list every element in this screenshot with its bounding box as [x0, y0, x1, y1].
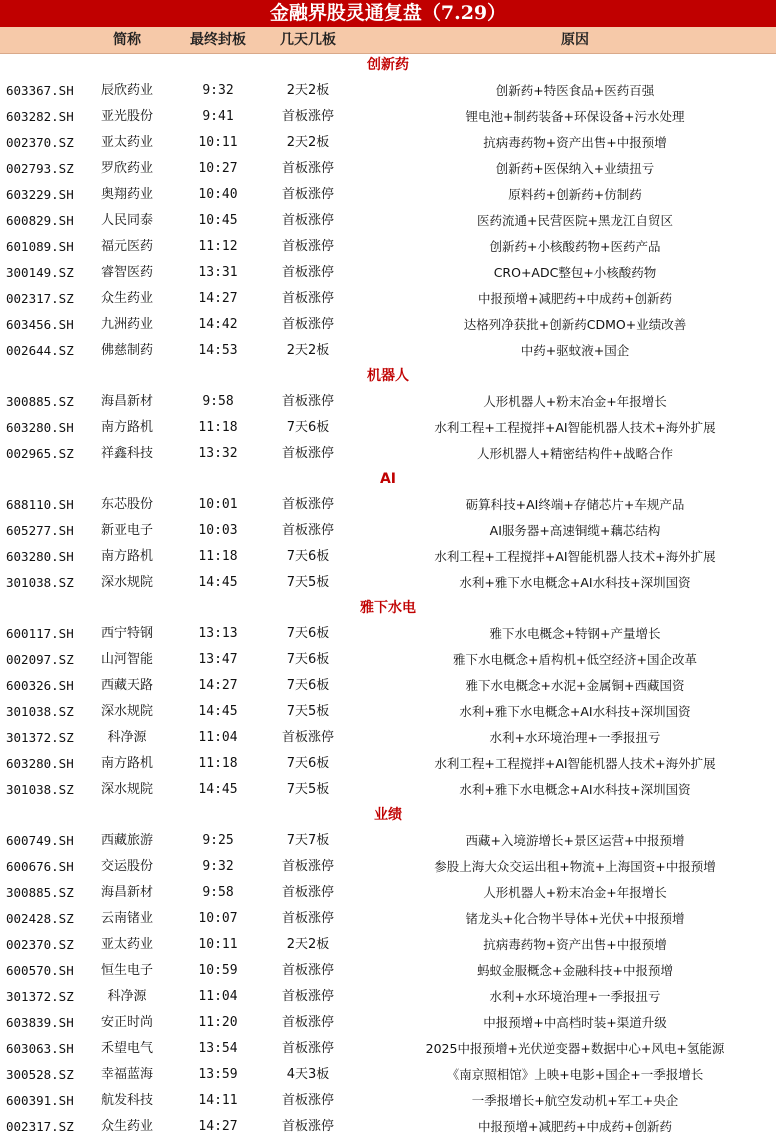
- stock-code: 603280.SH: [6, 420, 74, 435]
- stock-code: 603063.SH: [6, 1041, 74, 1056]
- table-row: [0, 621, 776, 647]
- board-count: 首板涨停: [281, 239, 334, 254]
- stock-code: 600570.SH: [6, 963, 74, 978]
- stock-code: 300528.SZ: [6, 1067, 74, 1082]
- stock-name: 南方路机: [100, 756, 153, 771]
- stock-code: 600749.SH: [6, 833, 74, 848]
- seal-time: 13:31: [198, 265, 238, 280]
- seal-time: 11:04: [198, 730, 238, 745]
- board-count: 首板涨停: [281, 109, 334, 124]
- seal-time: 14:27: [198, 678, 238, 693]
- table-row: [0, 647, 776, 673]
- seal-time: 9:58: [202, 885, 234, 900]
- board-count: 7天5板: [286, 704, 330, 719]
- stock-code: 002965.SZ: [6, 446, 74, 461]
- board-count: 首板涨停: [281, 394, 334, 409]
- stock-code: 603280.SH: [6, 756, 74, 771]
- stock-name: 亚光股份: [100, 109, 153, 124]
- table-row: [0, 208, 776, 234]
- board-count: 首板涨停: [281, 497, 334, 512]
- seal-time: 10:11: [198, 937, 238, 952]
- board-count: 首板涨停: [281, 446, 334, 461]
- table-row: [0, 932, 776, 958]
- table-row: [0, 1114, 776, 1140]
- stock-code: 603367.SH: [6, 83, 74, 98]
- section-title: 雅下水电: [360, 600, 416, 616]
- table-row: [0, 1036, 776, 1062]
- table-row: [0, 1062, 776, 1088]
- board-count: 首板涨停: [281, 1041, 334, 1056]
- table-row: [0, 234, 776, 260]
- reason-text: 原料药+创新药+仿制药: [508, 187, 642, 202]
- reason-text: 水利工程+工程搅拌+AI智能机器人技术+海外扩展: [434, 420, 716, 435]
- board-count: 首板涨停: [281, 161, 334, 176]
- board-count: 7天7板: [286, 833, 330, 848]
- reason-text: 蚂蚁金服概念+金融科技+中报预增: [477, 963, 673, 978]
- board-count: 7天5板: [286, 575, 330, 590]
- stock-code: 600829.SH: [6, 213, 74, 228]
- board-count: 首板涨停: [281, 859, 334, 874]
- stock-code: 600391.SH: [6, 1093, 74, 1108]
- stock-name: 幸福蓝海: [100, 1067, 153, 1082]
- section-title: 机器人: [367, 368, 409, 384]
- stock-name: 科净源: [107, 989, 147, 1004]
- board-count: 2天2板: [286, 937, 330, 952]
- board-count: 7天6板: [286, 652, 330, 667]
- reason-text: 水利工程+工程搅拌+AI智能机器人技术+海外扩展: [434, 756, 716, 771]
- header-days: 几天几板: [280, 32, 336, 48]
- table-row: [0, 828, 776, 854]
- stock-name: 南方路机: [100, 549, 153, 564]
- board-count: 7天6板: [286, 756, 330, 771]
- stock-name: 禾望电气: [100, 1041, 153, 1056]
- stock-code: 002428.SZ: [6, 911, 74, 926]
- reason-text: 抗病毒药物+资产出售+中报预增: [483, 135, 667, 150]
- seal-time: 9:41: [202, 109, 234, 124]
- stock-name: 辰欣药业: [100, 83, 153, 98]
- table-row: [0, 389, 776, 415]
- stock-code: 002644.SZ: [6, 343, 74, 358]
- stock-code: 301372.SZ: [6, 730, 74, 745]
- reason-text: 创新药+小核酸药物+医药产品: [489, 239, 661, 254]
- stock-code: 301038.SZ: [6, 575, 74, 590]
- header-reason: 原因: [561, 32, 589, 48]
- stock-name: 东芯股份: [100, 497, 153, 512]
- board-count: 首板涨停: [281, 317, 334, 332]
- table-row: [0, 906, 776, 932]
- reason-text: CRO+ADC整包+小核酸药物: [493, 265, 657, 280]
- board-count: 首板涨停: [281, 213, 334, 228]
- table-row: [0, 492, 776, 518]
- seal-time: 14:53: [198, 343, 238, 358]
- stock-code: 002370.SZ: [6, 135, 74, 150]
- reason-text: 医药流通+民营医院+黑龙江自贸区: [477, 213, 673, 228]
- board-count: 7天6板: [286, 626, 330, 641]
- reason-text: 砺算科技+AI终端+存储芯片+车规产品: [465, 497, 685, 512]
- seal-time: 10:01: [198, 497, 238, 512]
- seal-time: 9:32: [202, 83, 234, 98]
- seal-time: 14:45: [198, 575, 238, 590]
- board-count: 首板涨停: [281, 730, 334, 745]
- board-count: 7天6板: [286, 549, 330, 564]
- stock-code: 603839.SH: [6, 1015, 74, 1030]
- table-row: [0, 156, 776, 182]
- table-row: [0, 312, 776, 338]
- reason-text: 一季报增长+航空发动机+军工+央企: [471, 1093, 679, 1108]
- board-count: 首板涨停: [281, 523, 334, 538]
- board-count: 首板涨停: [281, 265, 334, 280]
- reason-text: 中报预增+减肥药+中成药+创新药: [478, 291, 672, 306]
- table-row: [0, 544, 776, 570]
- stock-name: 福元医药: [100, 239, 153, 254]
- seal-time: 14:27: [198, 291, 238, 306]
- reason-text: 创新药+特医食品+医药百强: [495, 83, 655, 98]
- stock-name: 亚太药业: [100, 135, 153, 150]
- seal-time: 11:18: [198, 549, 238, 564]
- reason-text: 雅下水电概念+特钢+产量增长: [489, 626, 661, 641]
- table-row: [0, 854, 776, 880]
- board-count: 首板涨停: [281, 187, 334, 202]
- seal-time: 9:25: [202, 833, 234, 848]
- stock-code: 600676.SH: [6, 859, 74, 874]
- stock-name: 深水规院: [100, 704, 153, 719]
- stock-name: 安正时尚: [100, 1015, 153, 1030]
- reason-text: 锗龙头+化合物半导体+光伏+中报预增: [465, 911, 685, 926]
- stock-name: 祥鑫科技: [100, 446, 153, 461]
- reason-text: 西藏+入境游增长+景区运营+中报预增: [465, 833, 685, 848]
- reason-text: 水利+雅下水电概念+AI水科技+深圳国资: [459, 575, 691, 590]
- table-header: [0, 27, 776, 54]
- stock-name: 云南锗业: [100, 911, 153, 926]
- stock-code: 301038.SZ: [6, 782, 74, 797]
- board-count: 首板涨停: [281, 885, 334, 900]
- seal-time: 10:11: [198, 135, 238, 150]
- table-row: [0, 725, 776, 751]
- seal-time: 11:04: [198, 989, 238, 1004]
- stock-code: 600117.SH: [6, 626, 74, 641]
- stock-code: 301038.SZ: [6, 704, 74, 719]
- stock-code: 600326.SH: [6, 678, 74, 693]
- table-row: [0, 958, 776, 984]
- stock-code: 002793.SZ: [6, 161, 74, 176]
- stock-code: 300885.SZ: [6, 885, 74, 900]
- table-row: [0, 518, 776, 544]
- reason-text: 抗病毒药物+资产出售+中报预增: [483, 937, 667, 952]
- stock-name: 科净源: [107, 730, 147, 745]
- table-row: [0, 415, 776, 441]
- header-time: 最终封板: [190, 32, 246, 48]
- table-row: [0, 1010, 776, 1036]
- stock-code: 002317.SZ: [6, 1119, 74, 1134]
- stock-name: 众生药业: [100, 1119, 153, 1134]
- seal-time: 11:18: [198, 420, 238, 435]
- seal-time: 14:27: [198, 1119, 238, 1134]
- stock-name: 奥翔药业: [100, 187, 153, 202]
- table-row: [0, 699, 776, 725]
- board-count: 7天6板: [286, 420, 330, 435]
- stock-code: 301372.SZ: [6, 989, 74, 1004]
- stock-name: 罗欣药业: [100, 161, 153, 176]
- stock-name: 西藏天路: [100, 678, 153, 693]
- stock-name: 西宁特钢: [100, 626, 153, 641]
- seal-time: 9:32: [202, 859, 234, 874]
- reason-text: 人形机器人+粉末冶金+年报增长: [483, 885, 667, 900]
- stock-name: 山河智能: [100, 652, 153, 667]
- section-title: 业绩: [374, 807, 402, 823]
- stock-code: 002097.SZ: [6, 652, 74, 667]
- stock-name: 深水规院: [100, 575, 153, 590]
- stock-code: 688110.SH: [6, 497, 74, 512]
- stock-code: 603229.SH: [6, 187, 74, 202]
- seal-time: 11:18: [198, 756, 238, 771]
- stock-code: 603280.SH: [6, 549, 74, 564]
- table-row: [0, 338, 776, 364]
- section-title: AI: [379, 471, 397, 487]
- seal-time: 13:32: [198, 446, 238, 461]
- seal-time: 9:58: [202, 394, 234, 409]
- reason-text: 雅下水电概念+盾构机+低空经济+国企改革: [453, 652, 697, 667]
- table-row: [0, 880, 776, 906]
- stock-name: 西藏旅游: [100, 833, 153, 848]
- stock-table: [0, 53, 776, 1140]
- reason-text: 创新药+医保纳入+业绩扭亏: [495, 161, 655, 176]
- reason-text: 中药+驱蚊液+国企: [520, 343, 630, 358]
- reason-text: 中报预增+减肥药+中成药+创新药: [478, 1119, 672, 1134]
- board-count: 首板涨停: [281, 1093, 334, 1108]
- seal-time: 14:45: [198, 782, 238, 797]
- board-count: 首板涨停: [281, 911, 334, 926]
- header-name: 简称: [113, 32, 141, 48]
- reason-text: 水利+水环境治理+一季报扭亏: [489, 730, 661, 745]
- stock-code: 002370.SZ: [6, 937, 74, 952]
- seal-time: 13:47: [198, 652, 238, 667]
- reason-text: 水利+雅下水电概念+AI水科技+深圳国资: [459, 704, 691, 719]
- reason-text: 雅下水电概念+水泥+金属铜+西藏国资: [465, 678, 685, 693]
- stock-code: 002317.SZ: [6, 291, 74, 306]
- seal-time: 13:13: [198, 626, 238, 641]
- board-count: 首板涨停: [281, 989, 334, 1004]
- section-title: 创新药: [367, 57, 409, 73]
- seal-time: 10:27: [198, 161, 238, 176]
- stock-name: 恒生电子: [100, 963, 153, 978]
- board-count: 2天2板: [286, 83, 330, 98]
- stock-name: 交运股份: [100, 859, 153, 874]
- stock-name: 海昌新材: [100, 885, 153, 900]
- seal-time: 10:45: [198, 213, 238, 228]
- table-row: [0, 570, 776, 596]
- stock-code: 300885.SZ: [6, 394, 74, 409]
- board-count: 首板涨停: [281, 963, 334, 978]
- board-count: 4天3板: [286, 1067, 330, 1082]
- table-row: [0, 751, 776, 777]
- table-row: [0, 78, 776, 104]
- stock-name: 航发科技: [100, 1093, 153, 1108]
- stock-name: 九洲药业: [100, 317, 153, 332]
- reason-text: 水利工程+工程搅拌+AI智能机器人技术+海外扩展: [434, 549, 716, 564]
- table-row: [0, 286, 776, 312]
- board-count: 2天2板: [286, 135, 330, 150]
- seal-time: 10:07: [198, 911, 238, 926]
- stock-name: 深水规院: [100, 782, 153, 797]
- board-count: 7天5板: [286, 782, 330, 797]
- stock-name: 南方路机: [100, 420, 153, 435]
- table-row: [0, 260, 776, 286]
- board-count: 首板涨停: [281, 1015, 334, 1030]
- seal-time: 14:42: [198, 317, 238, 332]
- stock-name: 众生药业: [100, 291, 153, 306]
- board-count: 首板涨停: [281, 291, 334, 306]
- stock-name: 海昌新材: [100, 394, 153, 409]
- reason-text: 中报预增+中高档时装+渠道升级: [483, 1015, 667, 1030]
- stock-name: 睿智医药: [100, 265, 153, 280]
- board-count: 2天2板: [286, 343, 330, 358]
- seal-time: 10:59: [198, 963, 238, 978]
- stock-name: 新亚电子: [100, 523, 153, 538]
- stock-code: 300149.SZ: [6, 265, 74, 280]
- page-title: 金融界股灵通复盘（7.29）: [0, 0, 776, 27]
- reason-text: 达格列净获批+创新药CDMO+业绩改善: [463, 317, 687, 332]
- table-row: [0, 673, 776, 699]
- stock-name: 人民同泰: [100, 213, 153, 228]
- seal-time: 10:40: [198, 187, 238, 202]
- seal-time: 14:45: [198, 704, 238, 719]
- stock-name: 佛慈制药: [100, 343, 153, 358]
- table-row: [0, 104, 776, 130]
- seal-time: 13:59: [198, 1067, 238, 1082]
- table-row: [0, 182, 776, 208]
- reason-text: 2025中报预增+光伏逆变器+数据中心+风电+氢能源: [425, 1041, 725, 1056]
- table-row: [0, 984, 776, 1010]
- reason-text: 参股上海大众交运出租+物流+上海国资+中报预增: [434, 859, 716, 874]
- reason-text: 锂电池+制药装备+环保设备+污水处理: [465, 109, 685, 124]
- reason-text: 水利+雅下水电概念+AI水科技+深圳国资: [459, 782, 691, 797]
- reason-text: 水利+水环境治理+一季报扭亏: [489, 989, 661, 1004]
- table-row: [0, 777, 776, 803]
- stock-code: 601089.SH: [6, 239, 74, 254]
- seal-time: 14:11: [198, 1093, 238, 1108]
- reason-text: 人形机器人+粉末冶金+年报增长: [483, 394, 667, 409]
- reason-text: 《南京照相馆》上映+电影+国企+一季报增长: [446, 1067, 704, 1082]
- table-row: [0, 130, 776, 156]
- stock-code: 605277.SH: [6, 523, 74, 538]
- board-count: 首板涨停: [281, 1119, 334, 1134]
- stock-code: 603456.SH: [6, 317, 74, 332]
- reason-text: AI服务器+高速铜缆+藕芯结构: [489, 523, 661, 538]
- stock-name: 亚太药业: [100, 937, 153, 952]
- reason-text: 人形机器人+精密结构件+战略合作: [477, 446, 673, 461]
- seal-time: 11:20: [198, 1015, 238, 1030]
- seal-time: 13:54: [198, 1041, 238, 1056]
- stock-code: 603282.SH: [6, 109, 74, 124]
- table-row: [0, 1088, 776, 1114]
- board-count: 7天6板: [286, 678, 330, 693]
- seal-time: 11:12: [198, 239, 238, 254]
- table-row: [0, 441, 776, 467]
- seal-time: 10:03: [198, 523, 238, 538]
